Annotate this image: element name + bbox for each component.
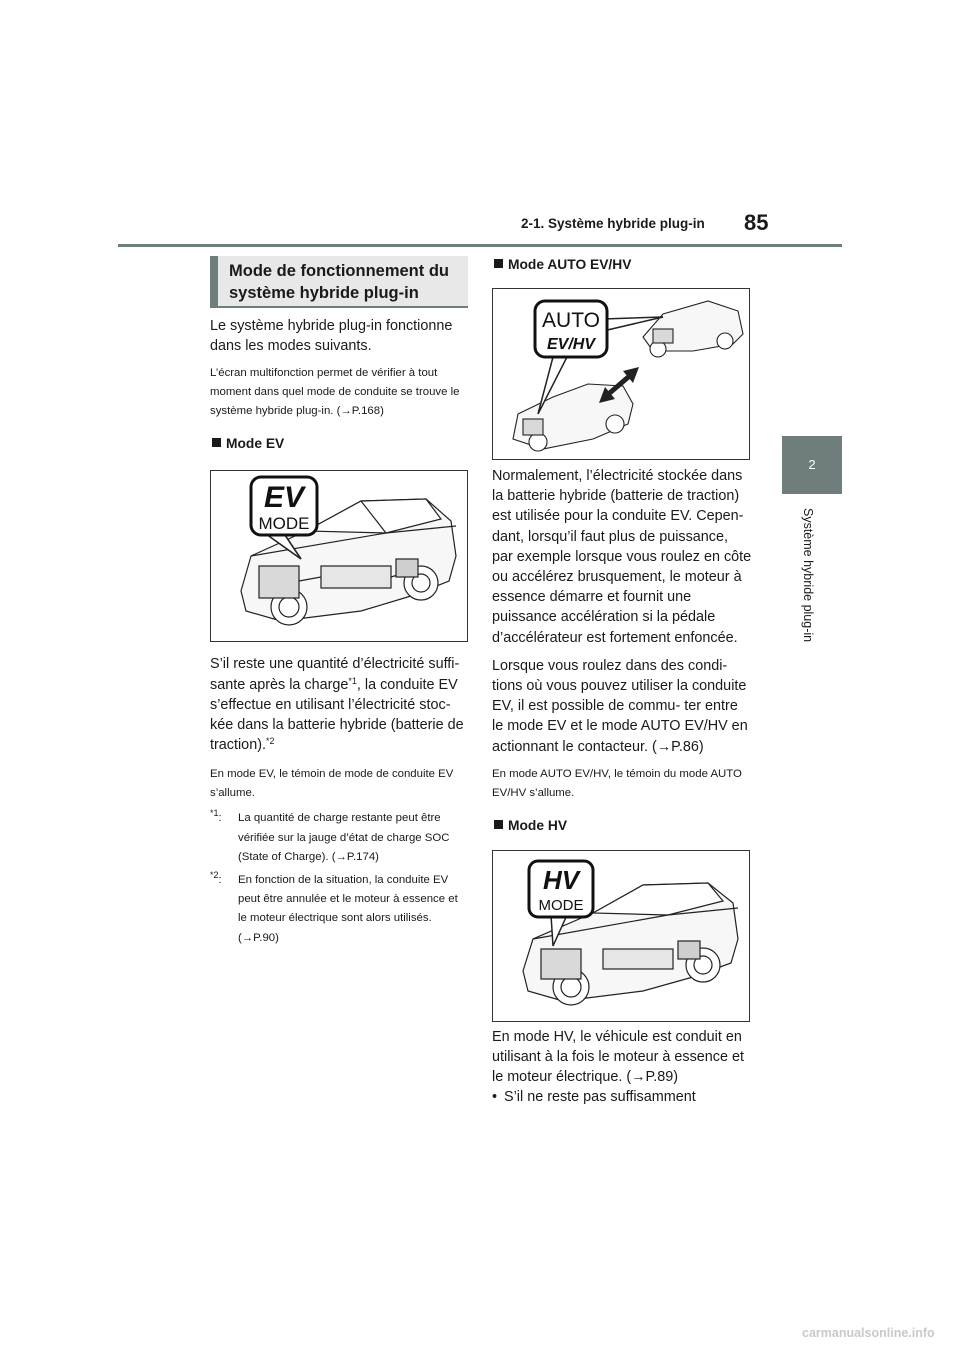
auto-badge-top: AUTO <box>542 309 600 332</box>
auto-mode-heading <box>492 256 752 274</box>
footnote-1 <box>210 809 468 867</box>
header-section-title: 2-1. Système hybride plug-in <box>521 216 705 231</box>
chapter-tab[interactable]: 2 <box>782 436 842 494</box>
footnotes <box>210 809 468 947</box>
intro-paragraph: Le système hybride plug-in fonctionne dans les modes suivants. <box>210 318 453 355</box>
ev-mode-heading-text: Mode EV <box>226 436 285 452</box>
page-number: 85 <box>744 210 769 235</box>
header-divider <box>118 244 842 247</box>
ev-badge-bottom: MODE <box>258 514 310 534</box>
right-column <box>492 256 752 1108</box>
hv-mode-heading-text: Mode HV <box>508 817 568 833</box>
hv-mode-illustration <box>493 851 749 1021</box>
ev-indicator-note: En mode EV, le témoin de mode de conduite EV s’allume. <box>210 768 454 800</box>
ev-mode-heading <box>210 435 468 453</box>
footnote-2-mark: $^{*2}$: <box>210 870 222 887</box>
watermark: carmanualsonline.info <box>802 1326 935 1340</box>
ev-badge-top: EV <box>263 481 305 515</box>
hv-paragraph: En mode HV, le véhicule est conduit en utilisant à la fois le moteur à essence et le moteur électrique. (→P.89) <box>492 1028 744 1086</box>
ev-paragraph <box>210 654 468 755</box>
section-heading-line2: système hybride plug-in <box>229 284 419 302</box>
footnote-2 <box>210 871 468 948</box>
hv-mode-figure <box>492 850 750 1022</box>
left-column <box>210 314 468 948</box>
intro-note: L’écran multifonction permet de vérifier à tout moment dans quel mode de conduite se trouve le système hybride plug-in. (→P.168) <box>210 367 460 418</box>
footnote-2-text: En fonction de la situation, la conduite EV peut être annulée et le moteur à essence et le moteur électrique sont alors utilisés. (→P.90) <box>238 874 458 944</box>
hv-badge-bottom: MODE <box>538 896 584 914</box>
chapter-label <box>801 508 832 658</box>
hv-badge-top: HV <box>542 864 580 895</box>
auto-paragraph-1: Normalement, l’électricité stockée dans la batterie hybride (batterie de traction) est utilisée pour la conduite EV. Cepen- dant, lorsqu’il faut plus de puissance, par exemple lorsque vous roulez en côte ou accélérez brusquement, le moteur à essence démarre et fournit une puissance accélération si la pédale d’accélérateur est fortement enfoncée. <box>492 468 752 646</box>
ev-text-1: S’il reste une quantité d’électricité suffi- sante après la charge <box>210 656 460 693</box>
ev-footnote-ref-1[interactable]: *1 <box>348 675 357 686</box>
footnote-1-mark: $^{*1}$: <box>210 808 222 825</box>
ev-text-2: , la conduite EV s’effectue en utilisant l’électricité stoc- kée dans la batterie hybride (batterie de traction). <box>210 676 464 754</box>
upper-car-drawing <box>643 301 743 357</box>
ev-footnote-ref-2[interactable]: *2 <box>265 736 275 747</box>
chapter-label-text: Système hybride plug-in <box>801 508 815 643</box>
auto-indicator-note: En mode AUTO EV/HV, le témoin du mode AUTO EV/HV s’allume. <box>492 767 742 799</box>
footnote-1-text: La quantité de charge restante peut être vérifiée sur la jauge d’état de charge SOC (State of Charge). (→P.174) <box>238 812 450 863</box>
hv-bullet-item <box>492 1087 752 1107</box>
lower-car-drawing <box>513 384 633 451</box>
section-heading-line1: Mode de fonctionnement du <box>229 262 449 280</box>
bullet-dot: • <box>492 1089 498 1106</box>
auto-paragraph-2: Lorsque vous roulez dans des condi- tions où vous pouvez utiliser la conduite EV, il est possible de commu- ter entre le mode EV et le mode AUTO EV/HV en actionnant le contacteur. (→P.86) <box>492 657 748 755</box>
ev-mode-figure <box>210 470 468 642</box>
ev-mode-illustration <box>211 471 467 641</box>
auto-badge-bottom: EV/HV <box>546 336 596 353</box>
section-heading <box>210 256 468 308</box>
auto-mode-heading-text: Mode AUTO EV/HV <box>508 257 632 272</box>
auto-mode-illustration <box>493 289 749 459</box>
auto-mode-figure <box>492 288 750 460</box>
hv-mode-heading <box>492 817 752 835</box>
hv-bullet-text: S’il ne reste pas suffisamment <box>504 1089 696 1106</box>
